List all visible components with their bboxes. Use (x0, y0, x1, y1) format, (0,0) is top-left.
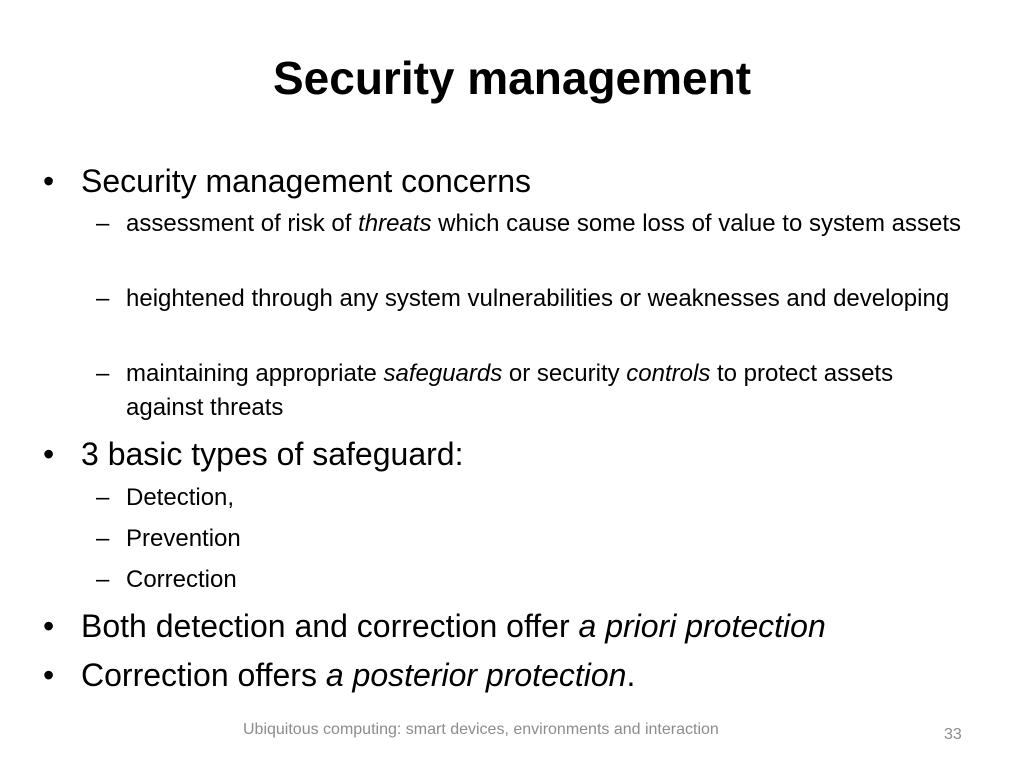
italic-safeguards: safeguards (383, 360, 503, 387)
italic-a-posterior-protection: a posterior protection (325, 657, 627, 693)
dash-marker: – (96, 566, 110, 593)
text-part: . (626, 657, 636, 693)
bullet-marker: • (43, 608, 55, 644)
slide-footer: Ubiquitous computing: smart devices, environments and interaction (243, 721, 719, 738)
sub-bullet-text (126, 357, 966, 425)
text-part: maintaining appropriate (126, 360, 384, 387)
bullet-a-posterior-protection (43, 656, 981, 694)
bullet-text (81, 607, 981, 645)
bullet-text: 3 basic types of safeguard: (81, 436, 464, 472)
italic-controls: controls (626, 360, 711, 387)
sub-bullet-text: Prevention (126, 525, 241, 552)
sub-bullet-text: Correction (126, 566, 237, 593)
text-part: Both detection and correction offer (81, 608, 579, 644)
italic-threats: threats (358, 210, 432, 237)
dash-marker: – (96, 484, 110, 511)
bullet-text (81, 656, 981, 694)
sub-bullet-maintaining-safeguards (96, 357, 966, 425)
sub-bullet-correction (96, 563, 966, 597)
dash-marker: – (96, 360, 110, 387)
sub-bullet-assessment-of-risk (96, 207, 966, 241)
sub-bullet-prevention (96, 522, 966, 556)
slide-title: Security management (272, 52, 752, 104)
text-part: to protect assets against threats (126, 360, 894, 421)
text-part: or security (502, 360, 627, 387)
dash-marker: – (96, 525, 110, 552)
sub-bullet-detection (96, 481, 966, 515)
italic-a-priori-protection: a priori protection (578, 608, 826, 644)
sub-bullet-text (126, 207, 966, 241)
sub-bullet-text: heightened through any system vulnerabilities or weaknesses and developing (126, 285, 950, 312)
text-part: which cause some loss of value to system assets (431, 210, 962, 237)
page-number: 33 (944, 726, 962, 743)
bullet-security-management-concerns (43, 162, 981, 200)
sub-bullet-text: Detection, (126, 484, 235, 511)
dash-marker: – (96, 285, 110, 312)
text-part: assessment of risk of (126, 210, 359, 237)
bullet-basic-types-of-safeguard (43, 435, 981, 473)
bullet-marker: • (43, 436, 55, 472)
dash-marker: – (96, 210, 110, 237)
bullet-marker: • (43, 163, 55, 199)
bullet-a-priori-protection (43, 607, 981, 645)
bullet-text: Security management concerns (81, 163, 531, 199)
text-part: Correction offers (81, 657, 326, 693)
bullet-marker: • (43, 657, 55, 693)
sub-bullet-heightened-vulnerabilities (96, 282, 976, 316)
